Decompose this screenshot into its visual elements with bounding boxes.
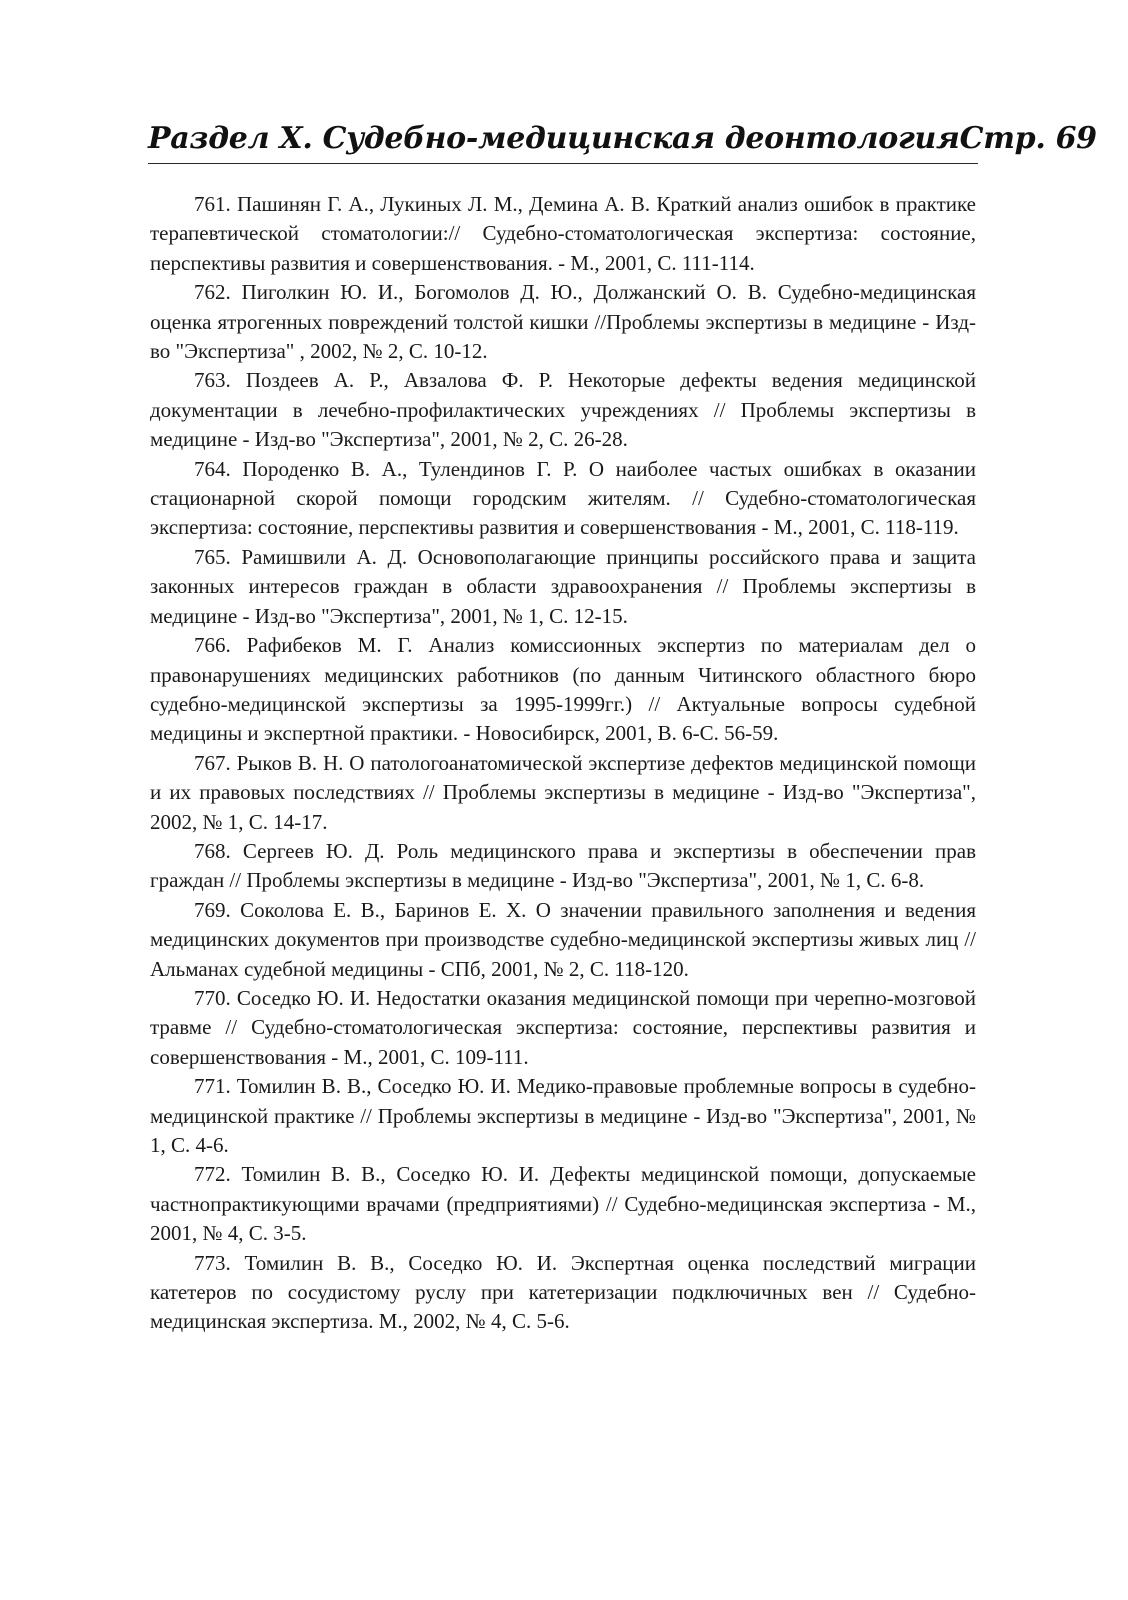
bibliography-entry: 773. Томилин В. В., Соседко Ю. И. Экспертная оценка последствий миграции катетеров по сосудистому руслу при катетеризации подключичных вен // Судебно-медицинская экспертиза. М., 2002, № 4, С. 5-6. [150,1250,976,1334]
section-title: Раздел X. Судебно-медицинская деонтология [148,121,960,156]
bibliography-entry: 764. Породенко В. А., Тулендинов Г. Р. О наиболее частых ошибках в оказании стационарной скорой помощи городским жителям. // Судебно-стоматологическая экспертиза: состояние, перспективы развития и совершенствования - М., 2001, С. 118-119. [150,456,976,540]
bibliography-entry: 763. Поздеев А. Р., Авзалова Ф. Р. Некоторые дефекты ведения медицинской документации в лечебно-профилактических учреждениях // Проблемы экспертизы в медицине - Изд-во "Экспертиза", 2001, № 2, С. 26-28. [150,368,976,452]
bibliography-entry: 772. Томилин В. В., Соседко Ю. И. Дефекты медицинской помощи, допускаемые частнопрактикующими врачами (предприятиями) // Судебно-медицинская экспертиза - М., 2001, № 4, С. 3-5. [150,1162,976,1246]
bibliography-entry: 769. Соколова Е. В., Баринов Е. Х. О значении правильного заполнения и ведения медицинских документов при производстве судебно-медицинской экспертизы живых лиц // Альманах судебной медицины - СПб, 2001, № 2, С. 118-120. [150,897,976,981]
bibliography-entry: 771. Томилин В. В., Соседко Ю. И. Медико-правовые проблемные вопросы в судебно-медицинской практике // Проблемы экспертизы в медицине - Изд-во "Экспертиза", 2001, № 1, С. 4-6. [150,1074,976,1157]
bibliography-entry: 765. Рамишвили А. Д. Основополагающие принципы российского права и защита законных интересов граждан в области здравоохранения // Проблемы экспертизы в медицине - Изд-во "Экспертиза", 2001, № 1, С. 12-15. [150,544,976,628]
bibliography-entry: 761. Пашинян Г. А., Лукиных Л. М., Демина А. В. Краткий анализ ошибок в практике терапевтической стоматологии:// Судебно-стоматологическая экспертиза: состояние, перспективы развития и совершенствования. - М., 2001, С. 111-114. [150,192,976,275]
bibliography-entry: 762. Пиголкин Ю. И., Богомолов Д. Ю., Должанский О. В. Судебно-медицинская оценка ятрогенных повреждений толстой кишки //Проблемы экспертизы в медицине - Изд-во "Экспертиза" , 2002, № 2, С. 10-12. [150,280,976,364]
bibliography-entry: 767. Рыков В. Н. О патологоанатомической экспертизе дефектов медицинской помощи и их правовых последствиях // Проблемы экспертизы в медицине - Изд-во "Экспертиза", 2002, № 1, С. 14-17. [150,750,976,834]
header-rule [148,163,978,164]
running-header [148,104,1097,156]
page-number: Стр. 69 [959,121,1097,156]
bibliography-list [150,190,976,1337]
bibliography-entry: 770. Соседко Ю. И. Недостатки оказания медицинской помощи при черепно-мозговой травме // Судебно-стоматологическая экспертиза: состояние, перспективы развития и совершенствования - М., 2001, С. 109-111. [150,985,976,1069]
bibliography-entry: 766. Рафибеков М. Г. Анализ комиссионных экспертиз по материалам дел о правонарушениях медицинских работников (по данным Читинского областного бюро судебно-медицинской экспертизы за 1995-1999гг.) // Актуальные вопросы судебной медицины и экспертной практики. - Новосибирск, 2001, В. 6-С. 56-59. [150,633,976,746]
bibliography-entry: 768. Сергеев Ю. Д. Роль медицинского права и экспертизы в обеспечении прав граждан // Проблемы экспертизы в медицине - Изд-во "Экспертиза", 2001, № 1, С. 6-8. [150,838,976,893]
